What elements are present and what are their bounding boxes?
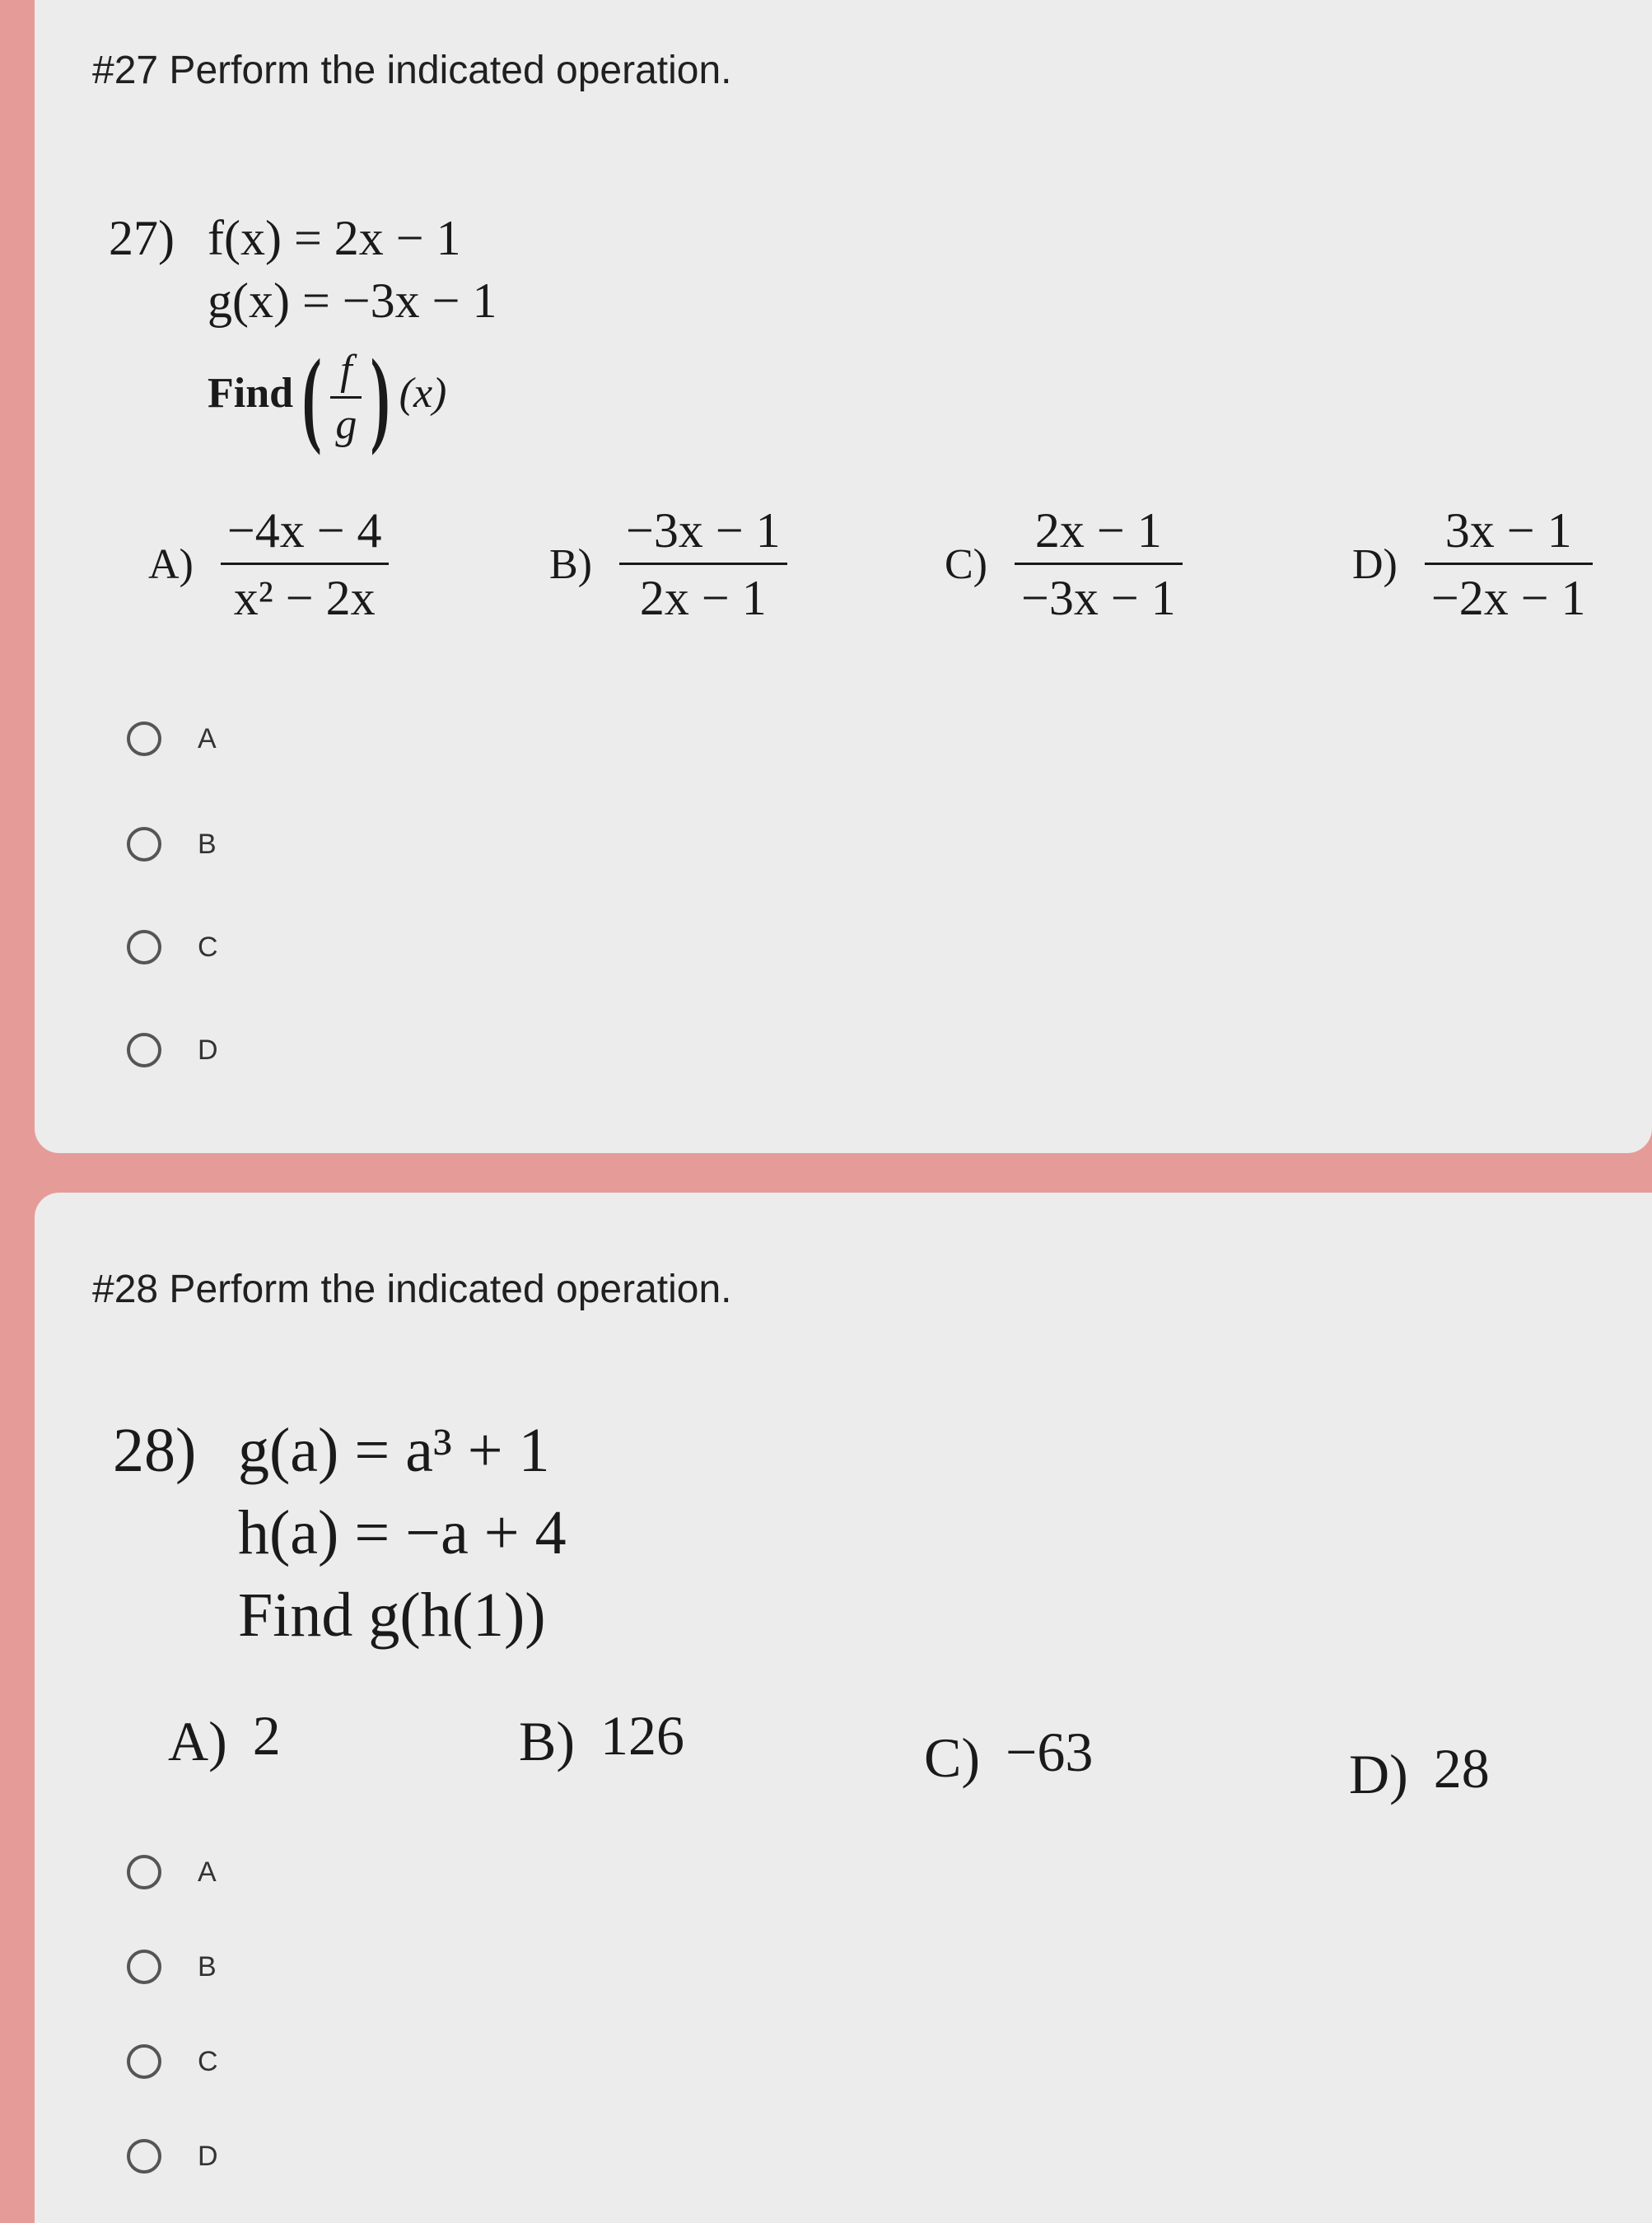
choice-value: 2 — [252, 1704, 281, 1767]
choice-fraction — [221, 502, 389, 627]
q28-choice-c — [924, 1720, 1093, 1791]
radio-button[interactable] — [127, 2139, 161, 2174]
find-fraction-denominator: g — [335, 400, 357, 448]
choice-fraction — [619, 502, 787, 627]
radio-label: D — [198, 2140, 218, 2172]
choice-value: 28 — [1433, 1737, 1490, 1800]
question-28-card — [35, 1193, 1652, 2223]
choice-letter: D) — [1349, 1742, 1408, 1805]
question-28-number: 28) — [113, 1416, 197, 1485]
find-suffix: (x) — [399, 369, 447, 417]
radio-button[interactable] — [127, 1855, 161, 1889]
right-paren: ) — [371, 338, 390, 456]
g-definition: g(x) = −3x − 1 — [208, 273, 497, 328]
radio-button[interactable] — [127, 827, 161, 862]
find-label: Find — [208, 369, 294, 417]
choice-value: −63 — [1006, 1721, 1094, 1783]
radio-button[interactable] — [127, 722, 161, 756]
q28-choice-a — [168, 1703, 281, 1774]
q27-option-b[interactable] — [127, 824, 217, 865]
question-27-card — [35, 0, 1652, 1153]
question-27-header: #27 Perform the indicated operation. — [92, 49, 732, 92]
find-fraction — [330, 346, 362, 449]
q28-option-b[interactable] — [127, 1946, 217, 1987]
q27-choice-c — [945, 502, 1188, 627]
radio-button[interactable] — [127, 1950, 161, 1984]
choice-numerator: −4x − 4 — [221, 502, 389, 565]
q27-choice-b — [549, 502, 792, 627]
find-expression: Find g(h(1)) — [238, 1581, 546, 1650]
radio-label: A — [198, 722, 217, 754]
h-definition: h(a) = −a + 4 — [238, 1498, 567, 1567]
find-expression — [208, 338, 447, 456]
choice-denominator: −3x − 1 — [1021, 571, 1176, 625]
radio-button[interactable] — [127, 930, 161, 964]
radio-label: B — [198, 1950, 217, 1982]
radio-label: B — [198, 828, 217, 860]
choice-denominator: x² − 2x — [233, 571, 376, 625]
radio-button[interactable] — [127, 1033, 161, 1067]
question-28-problem — [113, 1415, 854, 1654]
choice-letter: D) — [1352, 541, 1398, 588]
choice-letter: A) — [148, 541, 194, 588]
question-27-number: 27) — [109, 211, 175, 265]
q27-option-a[interactable] — [127, 718, 217, 759]
radio-label: C — [198, 931, 218, 963]
q28-choice-b — [519, 1703, 684, 1774]
question-28-header: #28 Perform the indicated operation. — [92, 1268, 732, 1311]
choice-letter: C) — [924, 1726, 980, 1789]
find-fraction-numerator: f — [330, 346, 362, 399]
choice-numerator: 2x − 1 — [1015, 502, 1183, 565]
choice-letter: B) — [549, 541, 592, 588]
choice-numerator: −3x − 1 — [619, 502, 787, 565]
q27-option-d[interactable] — [127, 1030, 218, 1071]
q28-choice-d — [1349, 1736, 1490, 1807]
radio-label: D — [198, 1034, 218, 1066]
q28-option-d[interactable] — [127, 2136, 218, 2177]
choice-value: 126 — [600, 1704, 684, 1767]
question-27-problem — [109, 210, 932, 490]
left-paren: ( — [301, 338, 322, 456]
choice-letter: B) — [519, 1709, 575, 1772]
choice-numerator: 3x − 1 — [1425, 502, 1593, 565]
q27-choice-d — [1352, 502, 1598, 627]
choice-letter: C) — [945, 541, 987, 588]
radio-label: C — [198, 2045, 218, 2077]
q27-choice-a — [148, 502, 394, 627]
choice-denominator: 2x − 1 — [639, 571, 767, 625]
g-definition: g(a) = a³ + 1 — [238, 1416, 550, 1485]
choice-fraction — [1425, 502, 1593, 627]
radio-button[interactable] — [127, 2044, 161, 2079]
q28-option-c[interactable] — [127, 2041, 218, 2082]
radio-label: A — [198, 1856, 217, 1888]
choice-fraction — [1015, 502, 1183, 627]
q28-option-a[interactable] — [127, 1852, 217, 1893]
choice-denominator: −2x − 1 — [1430, 571, 1586, 625]
f-definition: f(x) = 2x − 1 — [208, 211, 461, 265]
q27-option-c[interactable] — [127, 927, 218, 968]
choice-letter: A) — [168, 1709, 227, 1772]
